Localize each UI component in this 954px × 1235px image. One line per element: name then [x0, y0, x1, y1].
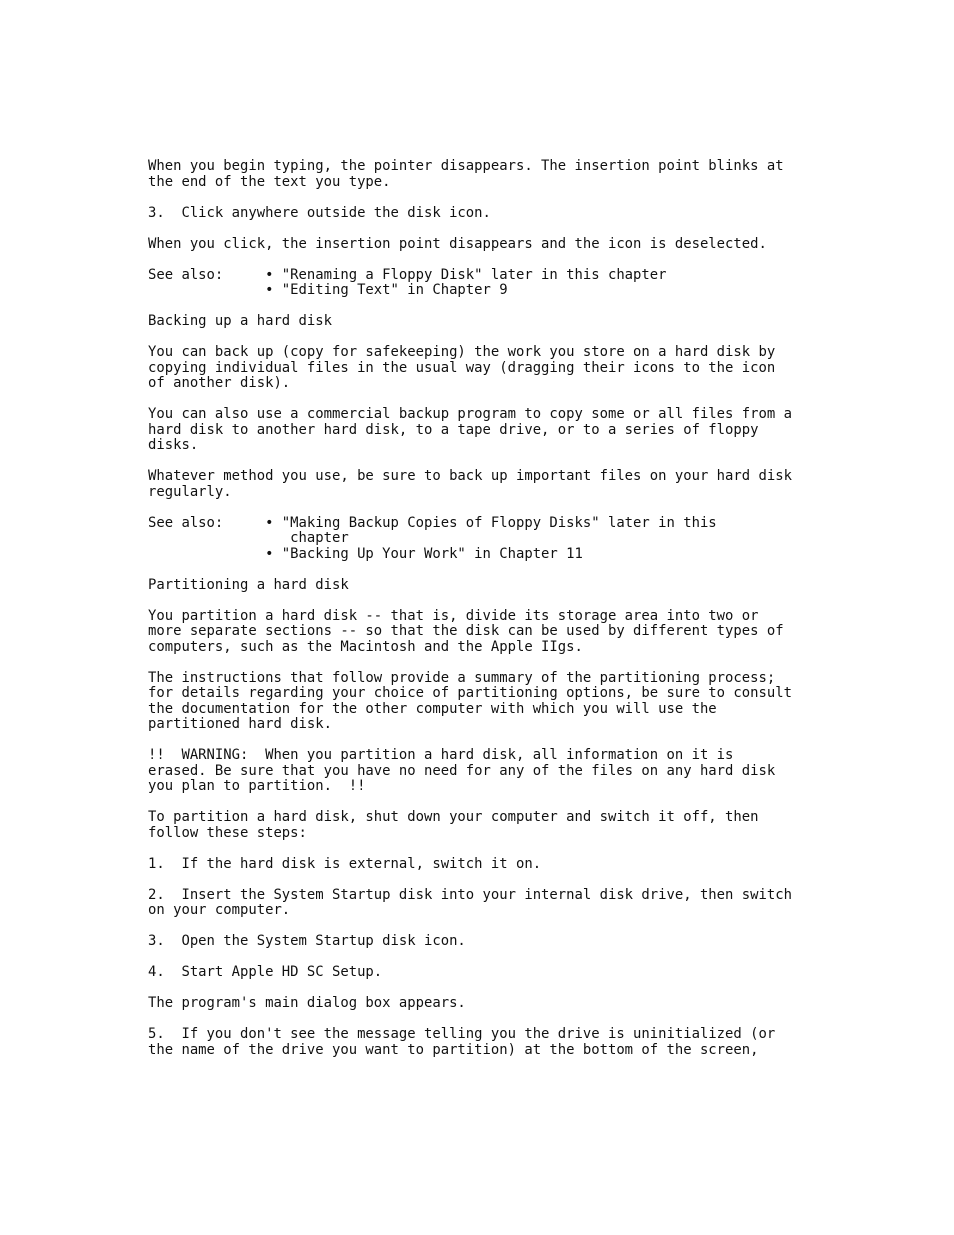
document-line: [148, 655, 792, 671]
document-line: on your computer.: [148, 902, 291, 918]
document-line: [148, 454, 792, 470]
document-line: !! WARNING: When you partition a hard disk, all information on it is: [148, 747, 734, 763]
document-line: partitioned hard disk.: [148, 716, 332, 732]
document-line: [148, 252, 792, 268]
document-line: the documentation for the other computer with which you will use the: [148, 700, 717, 717]
document-line: copying individual files in the usual way (dragging their icons to the icon: [148, 359, 776, 376]
document-line: [148, 1012, 792, 1028]
document-line: Whatever method you use, be sure to back up important files on your hard disk: [148, 468, 792, 484]
document-line: To partition a hard disk, shut down your computer and switch it off, then: [148, 809, 759, 825]
document-line: [148, 950, 792, 966]
document-line: erased. Be sure that you have no need for any of the files on any hard disk: [148, 762, 776, 779]
document-line: You can back up (copy for safekeeping) the work you store on a hard disk by: [148, 344, 776, 360]
document-line: disks.: [148, 437, 199, 453]
document-line: chapter: [148, 530, 349, 546]
document-line: [148, 221, 792, 237]
document-line: more separate sections -- so that the disk can be used by different types of: [148, 623, 784, 639]
document-line: The instructions that follow provide a summary of the partitioning process;: [148, 669, 776, 686]
document-line: hard disk to another hard disk, to a tape drive, or to a series of floppy: [148, 421, 759, 438]
document-line: [148, 299, 792, 315]
document-line: • "Backing Up Your Work" in Chapter 11: [148, 545, 583, 562]
document-line: [148, 733, 792, 749]
document-line: See also: • "Making Backup Copies of Floppy Disks" later in this: [148, 514, 717, 531]
document-line: The program's main dialog box appears.: [148, 995, 466, 1011]
document-line: [148, 841, 792, 857]
document-line: 4. Start Apple HD SC Setup.: [148, 964, 383, 980]
document-line: When you begin typing, the pointer disappears. The insertion point blinks at: [148, 158, 784, 174]
document-line: 1. If the hard disk is external, switch it on.: [148, 855, 542, 872]
document-line: 5. If you don't see the message telling you the drive is uninitialized (or: [148, 1026, 776, 1042]
document-line: [148, 795, 792, 811]
document-line: [148, 190, 792, 206]
document-line: 3. Click anywhere outside the disk icon.: [148, 204, 491, 221]
document-line: regularly.: [148, 483, 232, 500]
document-line: [148, 500, 792, 516]
document-line: [148, 562, 792, 578]
document-line: You partition a hard disk -- that is, divide its storage area into two or: [148, 607, 759, 624]
document-line: [148, 330, 792, 346]
document-line: Partitioning a hard disk: [148, 576, 349, 593]
document-line: You can also use a commercial backup program to copy some or all files from a: [148, 406, 792, 422]
document-line: When you click, the insertion point disappears and the icon is deselected.: [148, 235, 767, 252]
document-line: • "Editing Text" in Chapter 9: [148, 282, 508, 298]
document-line: 2. Insert the System Startup disk into your internal disk drive, then switch: [148, 886, 792, 903]
document-line: [148, 392, 792, 408]
document-line: computers, such as the Macintosh and the Apple IIgs.: [148, 638, 583, 655]
document-line: [148, 981, 792, 997]
document-body-text: [148, 159, 792, 1058]
document-line: [148, 872, 792, 888]
document-line: [148, 593, 792, 609]
document-line: Backing up a hard disk: [148, 313, 332, 329]
document-line: of another disk).: [148, 375, 291, 391]
document-line: 3. Open the System Startup disk icon.: [148, 933, 466, 949]
document-line: [148, 919, 792, 935]
document-line: for details regarding your choice of partitioning options, be sure to consult: [148, 685, 792, 701]
document-line: the end of the text you type.: [148, 173, 391, 190]
document-line: the name of the drive you want to partition) at the bottom of the screen,: [148, 1041, 759, 1058]
document-line: follow these steps:: [148, 824, 307, 841]
document-line: you plan to partition. !!: [148, 778, 366, 794]
document-line: See also: • "Renaming a Floppy Disk" later in this chapter: [148, 266, 667, 283]
